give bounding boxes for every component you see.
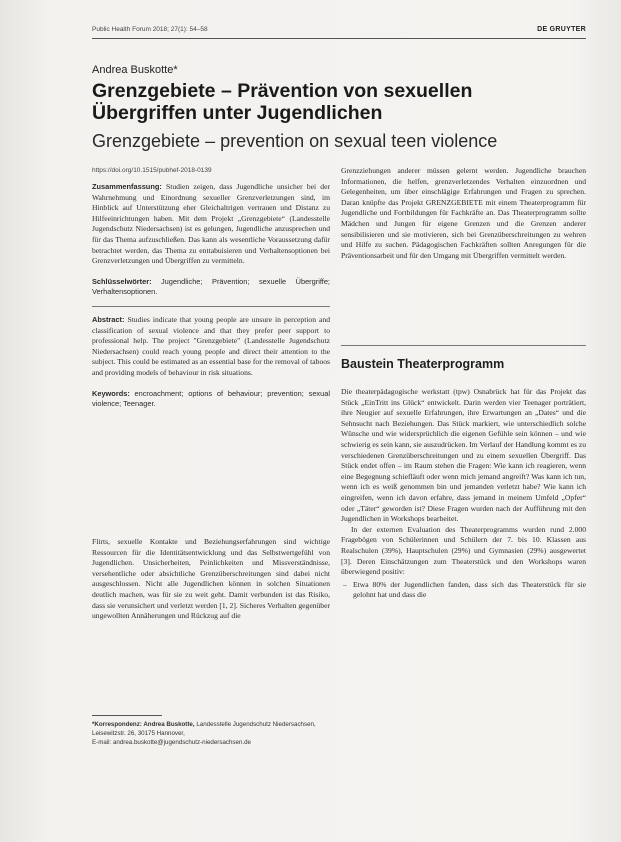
- intro-paragraph: Flirts, sexuelle Kontakte und Beziehungserfahrungen sind wichtige Ressourcen für die Identitätsentwicklung und das Selbstwertgefühl von Jugendlichen. Unsicherheiten, Peinlichkeiten und Missverständnisse, versehentliche oder absichtliche Grenzüberschreitungen sind dabei nicht ausgeschlossen. Nicht alle Jugendlichen können in solchen Situationen deutlich machen, was für sie zu weit geht. Damit verbunden ist das Risiko, dass sie verunsichert und verletzt werden [1, 2]. Sicheres Verhalten gegenüber ungewollten Annäherungen und Rückzug auf die: [92, 537, 330, 621]
- schluesselwoerter: [92, 277, 330, 298]
- left-column-abstracts: [92, 182, 330, 410]
- header-rule: [92, 38, 586, 39]
- section-paragraph-2: In der externen Evaluation des Theaterprogramms wurden rund 2.000 Fragebögen von Schülerinnen und Schülern der 7. bis 10. Klassen aus Realschulen (39%), Hauptschulen (29%) und Gymnasien (29%) ausgewertet [3]. Deren Einschätzungen zum Theaterstück und den Workshops waren überwiegend positiv:: [341, 524, 586, 577]
- doi-link[interactable]: https://doi.org/10.1515/pubhef-2018-0139: [92, 167, 212, 174]
- publisher-logo: DE GRUYTER: [537, 26, 586, 33]
- continued-paragraph: Grenzziehungen anderer müssen gelernt werden. Jugendliche brauchen Informationen, die helfen, grenzverletzendes Verhalten einzuordnen und Gelegenheiten, um über einschlägige Erfahrungen und Fragen zu sprechen. Daran knüpfte das Projekt GRENZGEBIETE mit einem Theaterprogramm für Jugendliche und Fortbildungen für Fachkräfte an. Das Theaterprogramm sollte Mädchen und Jungen für eigene Grenzen und die Grenzen anderer sensibilisieren und sie motivieren, sich bei Grenzüberschreitungen zu wehren und Hilfe zu suchen. Pädagogischen Fachkräften sollten Anregungen für die Präventionsarbeit und für den Umgang mit Übergriffen vermittelt werden.: [341, 166, 586, 260]
- right-column-section: [341, 387, 586, 601]
- running-header: [92, 26, 586, 33]
- keywords-text: encroachment; options of behaviour; prevention; sexual violence; Teenager.: [92, 388, 330, 409]
- list-item: – Etwa 80% der Jugendlichen fanden, dass sich das Theaterstück für sie gelohnt hat und dass die: [353, 580, 586, 601]
- left-column-body: [92, 537, 330, 622]
- abstract-divider: [92, 306, 330, 307]
- title-de-line2: Übergriffen unter Jugendlichen: [92, 102, 383, 124]
- abstract: [92, 315, 330, 379]
- section-paragraph-1: Die theaterpädagogische werkstatt (tpw) Osnabrück hat für das Projekt das Stück „EinTritt ins Glück“ entwickelt. Darin werden vier Teenager porträtiert, ihre Neugier auf sexuelle Erfahrungen, ihre Erwartungen an „Dates“ und die Sehnsucht nach Beziehungen. Das Stück markiert, wie unterschiedlich solche Wünsche und wie widersprüchlich die eigenen Gefühle sein können – und wie schwierig es sein kann, sie auszudrücken. Im Verlauf der Handlung kommt es zu verschiedenen Grenzüberschreitungen und zu einem sexuellen Übergriff. Das Stück endet offen – im Raum stehen die Fragen: Wie kann ich reagieren, wenn eine Begegnung schiefläuft oder wenn mich jemand angreift? Was kann ich tun, wenn ich es weiß genommen bin und jemanden verletzt habe? Wie kann ich eingreifen, wenn ich davon erfahre, dass jemand in meinem Umfeld „Opfer“ oder „Täter“ geworden ist? Diese Fragen wurden nach der Aufführung mit den Jugendlichen in Workshops bearbeitet.: [341, 387, 586, 524]
- article-title-english: Grenzgebiete – prevention on sexual teen violence: [92, 131, 498, 151]
- footnote-label: *Korrespondenz: Andrea Buskotte,: [92, 721, 195, 728]
- zusammenfassung: [92, 182, 330, 267]
- keywords: [92, 389, 330, 410]
- right-column-intro: [341, 166, 586, 261]
- keywords-label: Keywords:: [92, 388, 130, 398]
- footnote-address: Landesstelle Jugendschutz Niedersachsen, Leisewitzstr. 26, 30175 Hannover,: [92, 721, 316, 737]
- zusammenfassung-label: Zusammenfassung:: [92, 182, 162, 191]
- schluesselwoerter-text: Jugendliche; Prävention; sexuelle Übergriffe; Verhaltensoptionen.: [92, 276, 330, 297]
- result-list: [341, 580, 586, 601]
- correspondence-footnote: [92, 720, 330, 747]
- footnote-rule: [92, 715, 162, 716]
- section-heading: Baustein Theaterprogramm: [341, 357, 505, 371]
- author-name: Andrea Buskotte*: [92, 64, 178, 76]
- title-de-line1: Grenzgebiete – Prävention von sexuellen: [92, 80, 473, 102]
- schluesselwoerter-label: Schlüsselwörter:: [92, 276, 152, 286]
- journal-citation: Public Health Forum 2018; 27(1): 54–58: [92, 26, 208, 33]
- article-title-german: [92, 80, 592, 124]
- zusammenfassung-text: Studien zeigen, dass Jugendliche unsicher bei der Wahrnehmung und Einordnung sexueller Grenzverletzungen sind, im Hinblick auf Unterstützung eher Gleichaltrigen vertrauen und Distanz zu Hilfeeinrichtungen haben. Mit dem Projekt „Grenzgebiete“ (Landesstelle Jugendschutz Niedersachsen) ist es gelungen, Jugendliche anzusprechen und für das Thema aufzuschließen. Das kann als wesentliche Voraussetzung dafür betrachtet werden, das Thema zu enttabuisieren und Verhaltensoptionen bei Grenzverletzungen und Übergriffen zu vermitteln.: [92, 182, 330, 266]
- footnote-email: E-mail: andrea.buskotte@jugendschutz-niedersachsen.de: [92, 739, 251, 746]
- abstract-label: Abstract:: [92, 314, 125, 324]
- abstract-text: Studies indicate that young people are unsure in perception and classification of sexual violence and that they prefer peer support to professional help. The project "Grenzgebiete" (Landesstelle Jugendschutz Niedersachsen) could reach young people and direct their attention to the subject. This could be estimated as an essential base for the removal of taboos and providing models of behaviour in risk situations.: [92, 314, 330, 377]
- section-rule: [341, 345, 586, 346]
